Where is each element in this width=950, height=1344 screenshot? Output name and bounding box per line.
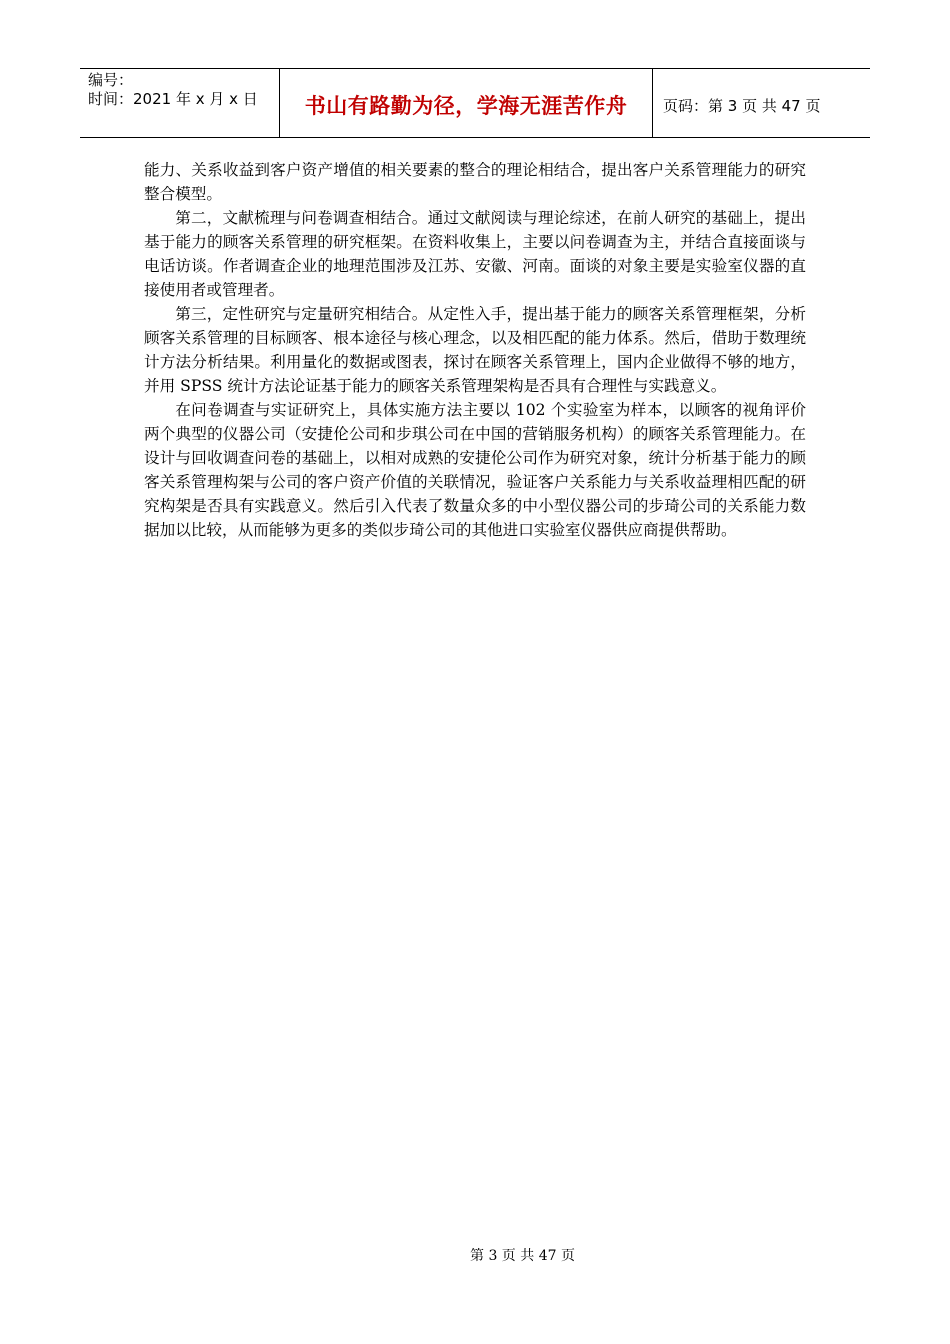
header-meta [80,69,280,137]
document-body [144,158,806,542]
page-header [80,68,870,138]
header-page-info: 页码：第 3 页 共 47 页 [663,96,821,115]
paragraph: 第三，定性研究与定量研究相结合。从定性入手，提出基于能力的顾客关系管理框架，分析顾客关系管理的目标顾客、根本途径与核心理念，以及相匹配的能力体系。然后，借助于数理统计方法分析结果。利用量化的数据或图表，探讨在顾客关系管理上，国内企业做得不够的地方，并用 SPSS 统计方法论证基于能力的顾客关系管理架构是否具有合理性与实践意义。 [144,305,806,395]
page-footer: 第 3 页 共 47 页 [470,1248,575,1264]
document-date: 时间：2021 年 x 月 x 日 [88,90,258,108]
paragraph: 能力、关系收益到客户资产增值的相关要素的整合的理论相结合，提出客户关系管理能力的研究整合模型。 [144,161,806,203]
paragraph: 第二，文献梳理与问卷调查相结合。通过文献阅读与理论综述，在前人研究的基础上，提出基于能力的顾客关系管理的研究框架。在资料收集上，主要以问卷调查为主，并结合直接面谈与电话访谈。作者调查企业的地理范围涉及江苏、安徽、河南。面谈的对象主要是实验室仪器的直接使用者或管理者。 [144,209,806,299]
header-motto: 书山有路勤为径，学海无涯苦作舟 [280,69,653,137]
paragraph: 在问卷调查与实证研究上，具体实施方法主要以 102 个实验室为样本，以顾客的视角评价两个典型的仪器公司（安捷伦公司和步琪公司在中国的营销服务机构）的顾客关系管理能力。在设计与回收调查问卷的基础上，以相对成熟的安捷伦公司作为研究对象，统计分析基于能力的顾客关系管理构架与公司的客户资产价值的关联情况，验证客户关系能力与关系收益理相匹配的研究构架是否具有实践意义。然后引入代表了数量众多的中小型仪器公司的步琦公司的关系能力数据加以比较，从而能够为更多的类似步琦公司的其他进口实验室仪器供应商提供帮助。 [144,401,806,539]
document-number-label: 编号： [88,71,134,89]
